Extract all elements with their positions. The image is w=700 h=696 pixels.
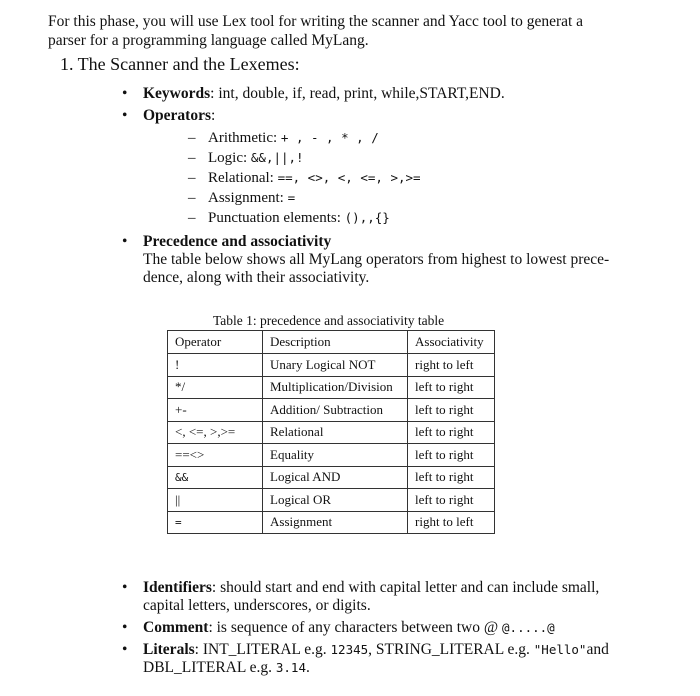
cell-associativity: right to left (408, 354, 495, 377)
keywords-label: Keywords (143, 85, 211, 102)
cell-description: Unary Logical NOT (263, 354, 408, 377)
operator-assignment (188, 190, 295, 207)
operator-punctuation-value: (),,{} (344, 210, 390, 225)
identifiers-bullet (122, 579, 600, 614)
header-associativity: Associativity (408, 331, 495, 354)
bullet-icon: • (122, 641, 128, 658)
cell-associativity: left to right (408, 421, 495, 444)
literals-line-2: DBL_LITERAL e.g. (143, 659, 276, 676)
operator-punctuation (188, 210, 390, 227)
precedence-line-1: The table below shows all MyLang operators from highest to lowest prece- (143, 251, 610, 268)
operator-relational (188, 170, 421, 187)
table-row (168, 399, 495, 422)
bullet-icon: • (122, 233, 128, 250)
keywords-text: : int, double, if, read, print, while,START,END. (210, 85, 505, 102)
operator-assignment-label: Assignment: (208, 190, 288, 206)
literals-end: . (305, 659, 310, 676)
operator-relational-value: ==, <>, <, <=, >,>= (277, 170, 421, 185)
intro-line-2: parser for a programming language called MyLang. (48, 32, 369, 49)
table-row (168, 444, 495, 467)
identifiers-line-1: : should start and end with capital letter and can include small, (211, 579, 600, 596)
operator-logic (188, 150, 304, 167)
cell-associativity: left to right (408, 444, 495, 467)
bullet-icon: • (122, 579, 128, 596)
literals-text-3: and (586, 641, 609, 658)
cell-associativity: left to right (408, 399, 495, 422)
section-title: 1. The Scanner and the Lexemes: (60, 54, 300, 74)
dash-icon: – (188, 130, 196, 146)
literals-text-2: , STRING_LITERAL e.g. (368, 641, 534, 658)
precedence-label: Precedence and associativity (143, 233, 332, 250)
identifiers-label: Identifiers (143, 579, 212, 596)
intro-line-1: For this phase, you will use Lex tool for writing the scanner and Yacc tool to generat a (48, 13, 584, 30)
literals-label: Literals (143, 641, 195, 658)
cell-associativity: left to right (408, 466, 495, 489)
cell-description: Logical AND (263, 466, 408, 489)
dash-icon: – (188, 190, 196, 206)
dash-icon: – (188, 150, 196, 166)
literals-string-example: "Hello" (533, 642, 587, 657)
operator-logic-label: Logic: (208, 150, 251, 166)
keywords-bullet (122, 85, 505, 103)
operators-bullet (122, 107, 216, 125)
precedence-table (167, 330, 495, 534)
table-row (168, 354, 495, 377)
dash-icon: – (188, 210, 196, 226)
table-row (168, 466, 495, 489)
cell-operator: || (168, 489, 263, 512)
literals-text-1: : INT_LITERAL e.g. (194, 641, 331, 658)
operator-arithmetic-value: + , - , * , / (280, 130, 379, 145)
table-header-row (168, 331, 495, 354)
dash-icon: – (188, 170, 196, 186)
cell-description: Relational (263, 421, 408, 444)
operators-suffix: : (211, 107, 216, 124)
cell-operator: +- (168, 399, 263, 422)
bullet-icon: • (122, 85, 128, 102)
literals-bullet (122, 641, 609, 676)
cell-associativity: left to right (408, 376, 495, 399)
cell-operator: */ (168, 376, 263, 399)
operator-punctuation-label: Punctuation elements: (208, 210, 345, 226)
operators-label: Operators (143, 107, 212, 124)
operator-assignment-value: = (287, 190, 296, 205)
operator-relational-label: Relational: (208, 170, 278, 186)
table-row (168, 489, 495, 512)
cell-description: Logical OR (263, 489, 408, 512)
cell-description: Assignment (263, 511, 408, 534)
cell-operator: = (168, 511, 263, 534)
bullet-icon: • (122, 619, 128, 636)
comment-code: @.....@ (502, 620, 555, 635)
operator-arithmetic-label: Arithmetic: (208, 130, 281, 146)
comment-bullet (122, 619, 555, 637)
bullet-icon: • (122, 107, 128, 124)
operator-arithmetic (188, 130, 379, 147)
header-description: Description (263, 331, 408, 354)
cell-operator: ! (168, 354, 263, 377)
table-row (168, 421, 495, 444)
cell-description: Addition/ Subtraction (263, 399, 408, 422)
table-row (168, 376, 495, 399)
precedence-bullet (122, 233, 610, 286)
cell-operator: && (168, 466, 263, 489)
cell-operator: <, <=, >,>= (168, 421, 263, 444)
table-caption: Table 1: precedence and associativity table (213, 313, 445, 328)
literals-int-example: 12345 (330, 642, 369, 657)
identifiers-line-2: capital letters, underscores, or digits. (143, 597, 371, 614)
cell-description: Multiplication/Division (263, 376, 408, 399)
operator-logic-value: &&,||,! (250, 150, 304, 165)
table-row (168, 511, 495, 534)
cell-description: Equality (263, 444, 408, 467)
cell-operator: ==<> (168, 444, 263, 467)
cell-associativity: right to left (408, 511, 495, 534)
literals-dbl-example: 3.14 (275, 660, 306, 675)
intro-paragraph (48, 12, 678, 50)
comment-text: : is sequence of any characters between two @ (208, 619, 503, 636)
header-operator: Operator (168, 331, 263, 354)
cell-associativity: left to right (408, 489, 495, 512)
precedence-line-2: dence, along with their associativity. (143, 269, 370, 286)
comment-label: Comment (143, 619, 209, 636)
